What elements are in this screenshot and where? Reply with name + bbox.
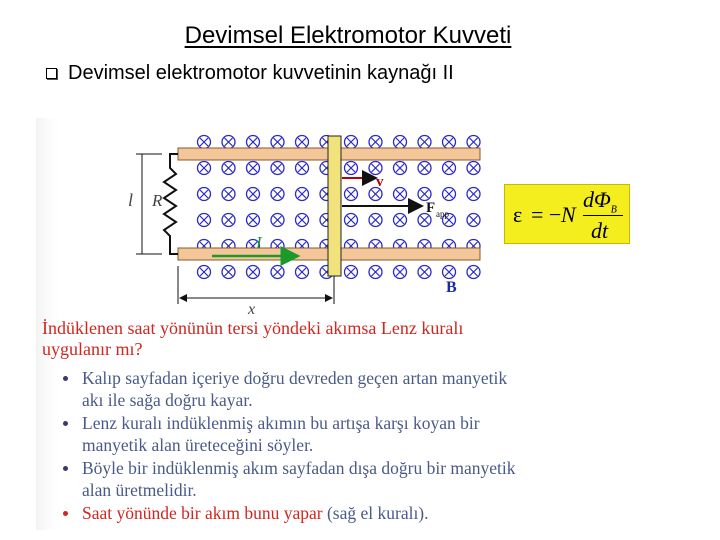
list-item: Lenz kuralı indüklenmiş akımın bu artışa karşı koyan bir manyetik alan üreteceğini söyler.	[60, 413, 530, 456]
label-I: I	[256, 233, 262, 252]
field-x-icon	[467, 266, 480, 279]
field-x-icon	[443, 266, 456, 279]
field-x-icon	[345, 214, 358, 227]
field-x-icon	[467, 162, 480, 175]
field-x-icon	[271, 162, 284, 175]
lenz-question: İndüklenen saat yönünün tersi yöndeki akımsa Lenz kuralı uygulanır mı?	[42, 318, 464, 359]
field-x-icon	[443, 136, 456, 149]
list-item: Kalıp sayfadan içeriye doğru devreden geçen artan manyetik akı ile sağa doğru kayar.	[60, 368, 530, 411]
field-x-icon	[222, 136, 235, 149]
field-x-icon	[345, 188, 358, 201]
field-x-icon	[418, 266, 431, 279]
field-x-icon	[369, 162, 382, 175]
field-x-icon	[296, 266, 309, 279]
field-x-icon	[443, 188, 456, 201]
field-x-icon	[271, 266, 284, 279]
field-x-icon	[222, 188, 235, 201]
main-bullet-text: Devimsel elektromotor kuvvetinin kaynağı II	[68, 62, 454, 84]
formula-equals: = −	[531, 202, 562, 227]
field-x-icon	[394, 136, 407, 149]
field-x-icon	[345, 162, 358, 175]
field-x-icon	[198, 266, 211, 279]
main-bullet	[46, 62, 454, 85]
field-x-icon	[418, 136, 431, 149]
field-x-icon	[369, 214, 382, 227]
field-x-icon	[296, 214, 309, 227]
explanation-list	[60, 368, 530, 527]
field-x-icon	[369, 266, 382, 279]
resistor	[164, 154, 178, 254]
field-x-icon	[296, 162, 309, 175]
slide-title: Devimsel Elektromotor Kuvveti	[184, 22, 512, 49]
field-x-icon	[198, 214, 211, 227]
field-x-icon	[394, 266, 407, 279]
field-x-icon	[198, 162, 211, 175]
field-x-icon	[247, 214, 260, 227]
field-x-icon	[467, 214, 480, 227]
field-x-icon	[222, 214, 235, 227]
list-item: Saat yönünde bir akım bunu yapar (sağ el kuralı).	[60, 503, 530, 525]
field-x-icon	[247, 162, 260, 175]
field-x-icon	[418, 188, 431, 201]
field-x-icon	[467, 188, 480, 201]
field-x-icon	[345, 266, 358, 279]
field-x-icon	[247, 188, 260, 201]
field-x-icon	[247, 266, 260, 279]
formula-fraction-bar	[583, 215, 623, 216]
field-x-icon	[271, 188, 284, 201]
field-x-icon	[394, 214, 407, 227]
formula-denominator: dt	[591, 218, 609, 243]
field-x-icon	[394, 188, 407, 201]
label-B: B	[446, 279, 457, 296]
field-x-icon	[198, 188, 211, 201]
label-F: F	[426, 200, 436, 216]
field-x-icon	[418, 162, 431, 175]
field-x-icon	[296, 188, 309, 201]
field-x-icon	[271, 136, 284, 149]
label-l: l	[128, 190, 134, 210]
label-x: x	[248, 301, 256, 318]
formula-epsilon: ε	[513, 202, 523, 227]
formula-numerator: $d\Phi_B$	[583, 187, 617, 216]
field-x-icon	[247, 136, 260, 149]
label-F-sub: app	[436, 209, 449, 219]
field-x-icon	[369, 136, 382, 149]
field-x-icon	[222, 266, 235, 279]
field-x-icon	[198, 136, 211, 149]
field-x-icon	[222, 162, 235, 175]
field-x-icon	[467, 136, 480, 149]
label-v: v	[376, 174, 384, 190]
square-bullet-icon	[46, 68, 57, 79]
formula-N: N	[561, 202, 576, 227]
field-x-icon	[271, 214, 284, 227]
faraday-formula-box	[504, 184, 630, 244]
field-x-icon	[443, 162, 456, 175]
label-R: R	[152, 191, 163, 210]
field-x-icon	[394, 162, 407, 175]
field-x-icon	[345, 136, 358, 149]
sliding-rod	[328, 136, 341, 276]
list-item: Böyle bir indüklenmiş akım sayfadan dışa doğru bir manyetik alan üretmelidir.	[60, 458, 530, 501]
field-x-icon	[296, 136, 309, 149]
